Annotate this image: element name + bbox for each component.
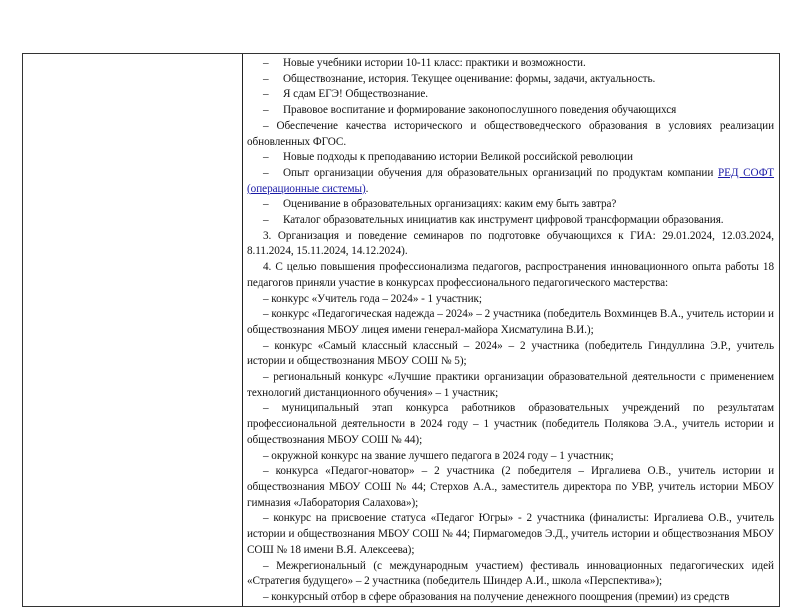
- list-dash: –: [263, 590, 269, 603]
- paragraph-text: конкурс «Учитель года – 2024» - 1 участник;: [271, 292, 482, 305]
- paragraph: [247, 213, 774, 229]
- paragraph: [247, 166, 774, 197]
- list-dash: –: [263, 339, 269, 352]
- list-dash: –: [263, 151, 269, 164]
- paragraph-text: конкурс «Педагогическая надежда – 2024» – 2 участника (победитель Вохминцев В.А., учитель истории и обществознания МБОУ лицея имени генерал-майора Хисматулина В.И.);: [247, 308, 774, 336]
- paragraph-text: Я сдам ЕГЭ! Обществознание.: [283, 88, 429, 101]
- table-left-cell: [23, 54, 243, 606]
- paragraph-text: Обществознание, история. Текущее оценивание: формы, задачи, актуальность.: [283, 72, 656, 85]
- paragraph: [247, 103, 774, 119]
- paragraph-text: муниципальный этап конкурса работников образовательных учреждений по результатам профессиональной деятельности в 2024 году – 1 участник (победитель Полякова Э.А., учитель истории и обществознания МБОУ СОШ № 44);: [247, 402, 774, 446]
- red-soft-link[interactable]: РЕД СОФТ (операционные системы): [247, 166, 775, 195]
- paragraph: [247, 292, 774, 308]
- list-dash: –: [263, 292, 269, 305]
- paragraph-text: конкурс на присвоение статуса «Педагог Югры» - 2 участника (финалисты: Иргалиева О.В., учитель истории и обществознания МБОУ СОШ № 44; Пирмагомедов Э.Д., учитель истории и обществознания МБОУ СОШ № 18 имени В.Я. Алексеева);: [247, 512, 775, 556]
- list-dash: –: [263, 308, 269, 321]
- paragraph-text: конкурса «Педагог-новатор» – 2 участника (2 победителя – Иргалиева О.В., учитель истории и обществознания МБОУ СОШ № 44; Стерхов А.А., заместитель директора по УВР, учитель истории МБОУ гимназия «Лаборатория Салахова»);: [247, 465, 775, 509]
- list-dash: –: [263, 512, 269, 525]
- paragraph-text: 3. Организация и поведение семинаров по подготовке обучающихся к ГИА: 29.01.2024, 12.03.2024, 8.11.2024, 15.11.2024, 14.12.2024).: [247, 229, 774, 258]
- paragraph: [247, 307, 774, 338]
- list-dash: –: [263, 198, 269, 211]
- paragraph-text: Опыт организации обучения для образовательных организаций по продуктам компании: [283, 166, 718, 179]
- paragraph: [247, 339, 774, 370]
- paragraph-text: Каталог образовательных инициатив как инструмент цифровой трансформации образования.: [283, 214, 724, 227]
- list-dash: –: [263, 88, 269, 101]
- paragraph: [247, 72, 774, 88]
- paragraph: [247, 590, 774, 606]
- list-dash: –: [263, 104, 269, 117]
- table-content-cell: [243, 54, 779, 606]
- paragraph-text: 4. С целью повышения профессионализма педагогов, распространения инновационного опыта работы 18 педагогов приняли участие в конкурсах профессионального педагогического мастерства:: [247, 261, 774, 289]
- list-dash: –: [263, 166, 269, 179]
- paragraph-text: конкурс «Самый классный классный – 2024» – 2 участника (победитель Гиндуллина Э.Р., учитель истории и обществознания МБОУ СОШ № 5);: [247, 339, 774, 368]
- paragraph-text: .: [365, 182, 369, 195]
- paragraph-text: конкурсный отбор в сфере образования на получение денежного поощрения (премии) из средств: [271, 590, 730, 603]
- paragraph: [247, 119, 774, 150]
- list-dash: –: [263, 371, 269, 384]
- paragraph: [247, 464, 774, 511]
- paragraph: [247, 197, 774, 213]
- paragraph: [247, 56, 774, 72]
- document-table: [22, 53, 780, 607]
- paragraph: [247, 260, 774, 291]
- paragraph: [247, 150, 774, 166]
- list-dash: –: [263, 72, 269, 85]
- paragraph-text: Новые подходы к преподаванию истории Великой российской революции: [283, 151, 633, 164]
- list-dash: –: [263, 214, 269, 227]
- paragraph-text: Обеспечение качества исторического и обществоведческого образования в условиях реализации обновленных ФГОС.: [247, 119, 775, 148]
- paragraph: [247, 401, 774, 448]
- paragraph-text: окружной конкурс на звание лучшего педагога в 2024 году – 1 участник;: [271, 449, 614, 462]
- paragraph-text: Правовое воспитание и формирование законопослушного поведения обучающихся: [283, 104, 677, 117]
- paragraph: [247, 449, 774, 465]
- paragraph-text: Новые учебники истории 10-11 класс: практики и возможности.: [283, 57, 586, 69]
- paragraph-text: региональный конкурс «Лучшие практики организации образовательной деятельности с применением технологий дистанционного обучения» – 1 участник;: [247, 371, 774, 399]
- paragraph-text: Межрегиональный (с международным участием) фестиваль инновационных педагогических идей «Стратегия будущего» – 2 участника (победитель Шиндер А.И., школа «Перспектива»);: [247, 559, 774, 588]
- paragraph: [247, 511, 774, 558]
- list-dash: –: [263, 119, 269, 132]
- paragraph: [247, 87, 774, 103]
- list-dash: –: [263, 57, 269, 69]
- list-dash: –: [263, 402, 269, 415]
- paragraph: [247, 370, 774, 401]
- paragraph-text: Оценивание в образовательных организациях: каким ему быть завтра?: [283, 198, 617, 211]
- paragraph: [247, 229, 774, 260]
- list-dash: –: [263, 465, 269, 478]
- list-dash: –: [263, 559, 269, 572]
- list-dash: –: [263, 449, 269, 462]
- paragraph: [247, 559, 774, 590]
